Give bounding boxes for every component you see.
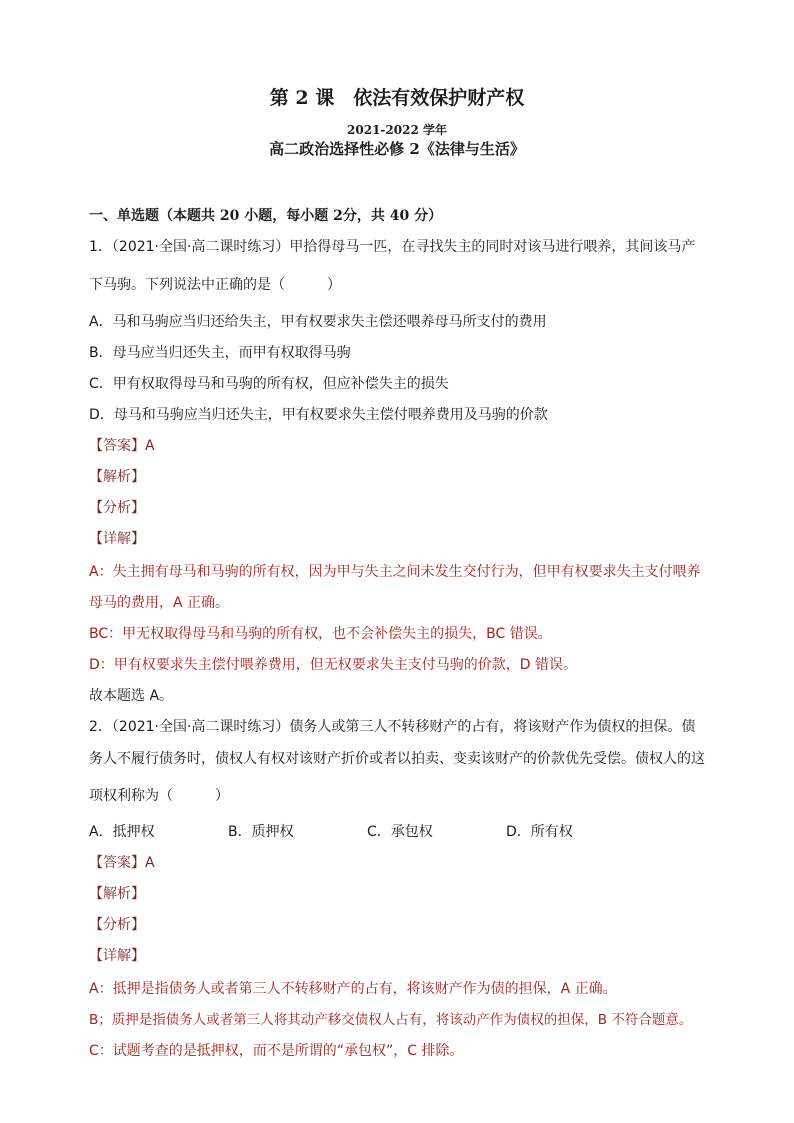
question-1-stem-line-2: 下马驹。下列说法中正确的是（ ） [89,277,341,293]
question-1-option-a: A．马和马驹应当归还给失主，甲有权要求失主偿还喂养母马所支付的费用 [89,314,547,330]
question-1-detail-line-2: 母马的费用，A 正确。 [89,595,230,611]
question-2-stem-line-1: 2．（2021·全国·高二课时练习）债务人或第三人不转移财产的占有，将该财产作为债权的担保。债 [89,719,696,735]
question-1-option-c: C．甲有权取得母马和马驹的所有权，但应补偿失主的损失 [89,376,449,392]
question-2-jiexi-label: 【解析】 [89,886,145,902]
question-1-detail-line-3: BC：甲无权取得母马和马驹的所有权，也不会补偿失主的损失，BC 错误。 [89,626,552,642]
question-1-stem-line-1: 1．（2021·全国·高二课时练习）甲拾得母马一匹，在寻找失主的同时对该马进行喂养，其间该马产 [89,239,696,255]
question-2-option-b: B．质押权 [228,824,294,840]
question-2-detail-line-3: C：试题考查的是抵押权，而不是所谓的“承包权”，C 排除。 [89,1043,464,1059]
question-1-detail-line-4: D：甲有权要求失主偿付喂养费用，但无权要求失主支付马驹的价款，D 错误。 [89,657,578,673]
question-2-detail-line-1: A：抵押是指债务人或者第三人不转移财产的占有，将该财产作为债的担保，A 正确。 [89,981,617,997]
question-2-fenxi-label: 【分析】 [89,917,145,933]
question-1-option-d: D．母马和马驹应当归还失主，甲有权要求失主偿付喂养费用及马驹的价款 [89,407,548,423]
question-2-answer: 【答案】A [89,855,155,871]
course-subtitle: 高二政治选择性必修 2《法律与生活》 [269,140,525,158]
question-2-stem-line-2: 务人不履行债务时，债权人有权对该财产折价或者以拍卖、变卖该财产的价款优先受偿。债权人的这 [89,751,705,767]
question-2-option-d: D．所有权 [506,824,573,840]
question-1-conclusion: 故本题选 A。 [89,688,174,704]
school-year: 2021-2022 学年 [347,123,447,137]
question-2-detail-line-2: B；质押是指债务人或者第三人将其动产移交债权人占有，将该动产作为债权的担保，B 不符合题意。 [89,1012,693,1028]
question-2-option-c: C．承包权 [367,824,433,840]
question-1-option-b: B．母马应当归还失主，而甲有权取得马驹 [89,345,351,361]
question-1-xiangjie-label: 【详解】 [89,531,145,547]
section-heading: 一、单选题（本题共 20 小题，每小题 2分，共 40 分） [89,208,443,224]
question-1-answer: 【答案】A [89,438,155,454]
question-1-fenxi-label: 【分析】 [89,500,145,516]
question-2-xiangjie-label: 【详解】 [89,948,145,964]
question-2-option-a: A．抵押权 [89,824,155,840]
question-2-stem-line-3: 项权利称为（ ） [89,788,229,804]
lesson-title: 第 2 课 依法有效保护财产权 [269,87,525,109]
question-1-detail-line-1: A：失主拥有母马和马驹的所有权，因为甲与失主之间未发生交付行为，但甲有权要求失主支付喂养 [89,564,701,580]
question-1-jiexi-label: 【解析】 [89,469,145,485]
